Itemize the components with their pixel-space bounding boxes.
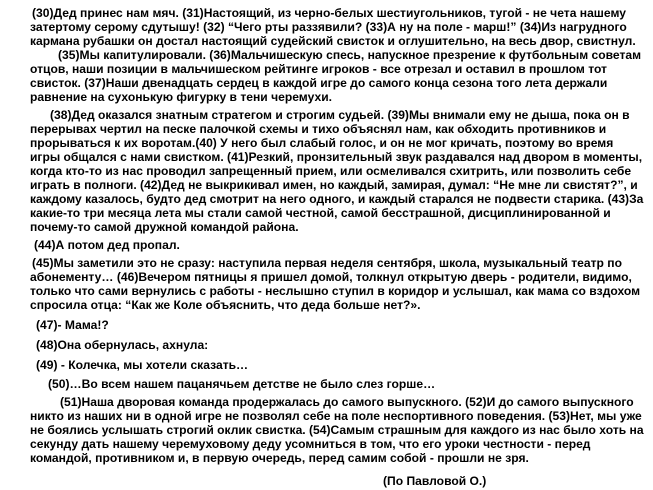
paragraph-45: (45)Мы заметили это не сразу: наступила первая неделя сентября, школа, музыкальный театр по абонементу… (46)Вечером пятницы я пришел домой, толкнул открытую дверь - родители, видимо, только что сами вернулись с работы - неслышно ступил в коридор и услышал, как мама со вздохом спросила отца: “Как же Коле объяснить, что деда больше нет?». — [30, 256, 641, 312]
paragraph-48: (48)Она обернулась, ахнула: — [36, 338, 209, 352]
paragraph-44: (44)А потом дед пропал. — [34, 238, 180, 252]
document-page — [30, 6, 645, 488]
paragraph-50: (50)…Во всем нашем пацанячьем детстве не было слез горше… — [48, 377, 436, 391]
paragraph-30: (30)Дед принес нам мяч. (31)Настоящий, из черно-белых шестиугольников, тугой - не чета нашему затертому серому сдутышу! (32) “Чего рты раззявили? (33)А ну на поле - марш!” (34)Из нагрудного кармана рубашки он достал настоящий судейский свисток и оглушительно, на весь двор, свистнул. — [30, 6, 636, 48]
paragraph-51: (51)Наша дворовая команда продержалась до самого выпускного. (52)И до самого выпускного никто из наших ни в одной игре не позволял себе на поле неспортивного поведения. (53)Нет, мы уже не боялись услышать строгий оклик свистка. (54)Самым страшным для каждого из нас было хоть на секунду дать нашему черемуховому деду усомниться в том, что его уроки честности - перед командой, противником и, в первую очередь, перед самим собой - прошли не зря. — [30, 395, 644, 465]
paragraph-35: (35)Мы капитулировали. (36)Мальчишескую спесь, напускное презрение к футбольным советам отцов, наши позиции в мальчишеском рейтинге игроков - все отрезал и оставил в прошлом тот свисток. (37)Наши двенадцать сердец в каждой игре до самого конца сезона того лета держали равнение на сухонькую фигурку в тени черемухи. — [30, 48, 642, 104]
paragraph-49: (49) - Колечка, мы хотели сказать… — [36, 358, 249, 372]
author-attribution: (По Павловой О.) — [383, 474, 487, 488]
paragraph-38: (38)Дед оказался знатным стратегом и строгим судьей. (39)Мы внимали ему не дыша, пока он в перерывах чертил на песке палочкой схемы и тихо объяснял нам, как обходить противников и прорываться к их воротам.(40) У него был слабый голос, и он не мог кричать, поэтому во время игры общался с нами свистком. (41)Резкий, пронзительный звук раздавался над двором в моменты, когда кто-то из нас проводил запрещенный прием, или осмеливался схитрить, или позволить себе играть в полноги. (42)Дед не выкрикивал имен, но каждый, замирая, думал: “Не мне ли свистят?”, и каждому казалось, будто дед смотрит на него одного, и каждый старался не подвести старика. (43)За какие-то три месяца лета мы стали самой честной, самой бесстрашной, дисциплинированной и почему-то самой дружной командой района. — [30, 108, 644, 234]
paragraph-47: (47)- Мама!? — [36, 318, 109, 332]
